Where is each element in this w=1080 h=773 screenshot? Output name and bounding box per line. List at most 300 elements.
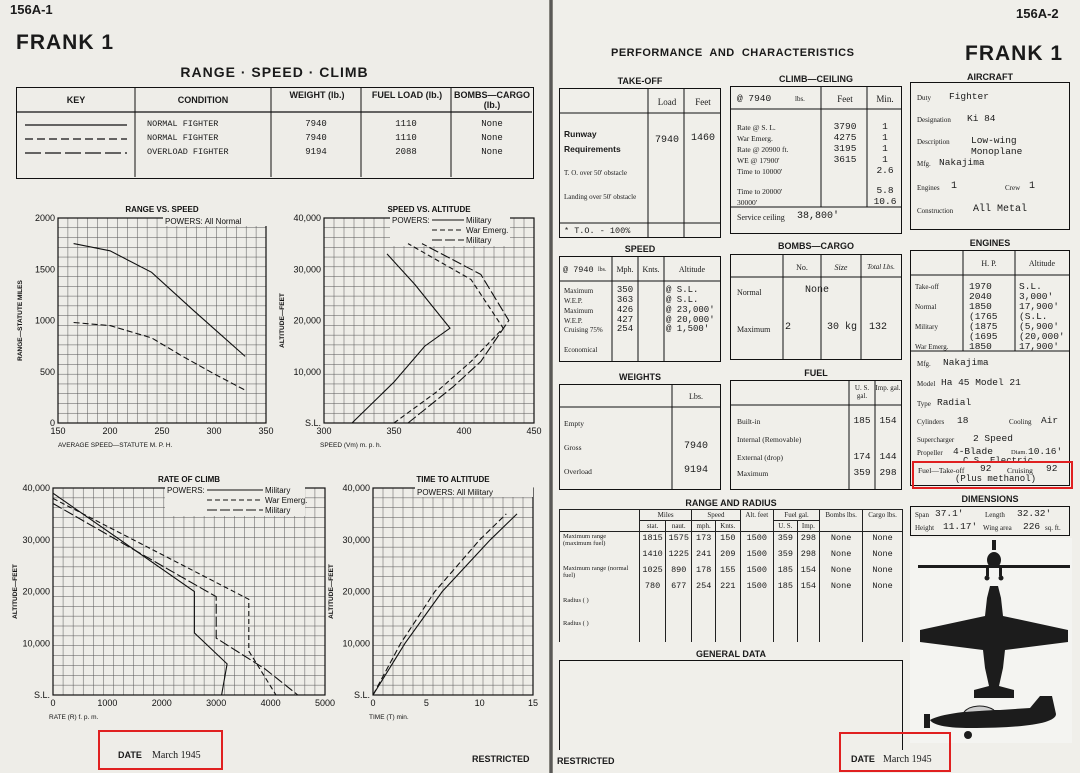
range-cell-us: 359 <box>774 532 798 549</box>
engine-row-label: Normal <box>915 303 937 311</box>
range-row-label <box>560 548 640 564</box>
engine-row-alt: 17,900' <box>1019 341 1059 351</box>
propeller-label: Propeller <box>917 449 943 457</box>
fuel-row-label: Built-in <box>737 417 761 426</box>
key-bombs: None <box>481 147 503 157</box>
fuel-row-us: 174 <box>853 451 871 462</box>
aircraft-row-label: Description <box>917 138 950 146</box>
date-value: March 1945 <box>883 754 932 765</box>
x-axis-label: TIME (T) min. <box>369 714 409 721</box>
series-line-1 <box>53 493 227 695</box>
speed-row-mph: 427 <box>616 315 634 325</box>
range-sub-header: U. S. <box>774 521 798 532</box>
date-highlight <box>839 732 951 772</box>
x-tick-label: 400 <box>456 426 472 436</box>
range-cell-alt: 1500 <box>740 580 773 596</box>
ceiling-value: 38,800' <box>797 211 840 222</box>
weights-title: WEIGHTS <box>619 372 661 382</box>
climb-row-feet: 4275 <box>833 132 857 143</box>
x-tick-label: 450 <box>526 426 542 436</box>
fuel-takeoff-value: 92 <box>980 463 992 474</box>
chart-grid <box>58 218 266 423</box>
x-tick-label: 10 <box>474 698 485 708</box>
engine-row-hp: 1850 <box>969 301 992 311</box>
range-cell-bombs: None <box>820 532 863 549</box>
range-cell-mph: 254 <box>692 580 716 596</box>
takeoff-box <box>559 88 721 238</box>
aircraft-row-value: Nakajima <box>939 157 985 168</box>
range-cell-knts: 221 <box>716 580 741 596</box>
series-line-1 <box>352 254 450 423</box>
key-weight: 7940 <box>305 133 327 143</box>
range-cell-cargo: None <box>863 532 903 549</box>
weight-row-value: 9194 <box>683 465 708 476</box>
range-cell-alt <box>740 619 773 642</box>
y-tick-label: 10,000 <box>293 366 321 377</box>
page-title: RANGE · SPEED · CLIMB <box>180 64 369 80</box>
engine-detail-label: Type <box>917 400 931 408</box>
range-row-label <box>560 580 640 596</box>
engine-detail-value: Nakajima <box>943 357 989 368</box>
range-cell-bombs <box>820 596 863 619</box>
speed-row-label: Maximum <box>564 287 594 295</box>
y-axis-label: ALTITUDE—FEET <box>12 564 19 619</box>
climb-feet-header: Feet <box>837 94 853 104</box>
x-tick-label: 5 <box>423 698 429 708</box>
legend-entry: Military <box>265 486 291 495</box>
range-speed-header: Speed <box>692 510 740 521</box>
range-cell-imp <box>797 596 819 619</box>
range-cell-us: 185 <box>774 580 798 596</box>
engine-row-alt: (5,900' <box>1019 321 1059 331</box>
general-data-title: GENERAL DATA <box>695 649 766 659</box>
speed-row-alt: @ 23,000' <box>666 305 715 315</box>
fuel-row-us: 185 <box>853 415 871 426</box>
fuel-title: FUEL <box>804 368 828 378</box>
climb-row-min: 1 <box>882 121 888 132</box>
range-cell-alt: 1500 <box>740 548 773 564</box>
bombs-max-label: Maximum <box>737 325 771 334</box>
climb-row-min: 10.6 <box>873 196 897 207</box>
key-weight: 7940 <box>305 119 327 129</box>
climb-box <box>730 86 902 234</box>
range-cell-bombs <box>820 619 863 642</box>
weight-row-label: Gross <box>564 443 582 452</box>
y-tick-label: 1000 <box>34 315 55 326</box>
y-tick-label: 40,000 <box>22 483 50 493</box>
table-row <box>560 619 903 642</box>
page-header: PERFORMANCE AND CHARACTERISTICS <box>611 47 855 59</box>
climb-title: CLIMB—CEILING <box>779 74 853 84</box>
table-row <box>560 532 903 549</box>
y-tick-label: 20,000 <box>293 315 321 326</box>
takeoff-note: * T.O. - 100% <box>564 226 631 236</box>
series-line-2 <box>394 244 503 423</box>
prop-make: C.S. Electric <box>963 456 1034 462</box>
date-label: DATE <box>118 750 142 760</box>
range-cell-stat <box>640 619 666 642</box>
range-cell-imp: 298 <box>797 532 819 549</box>
speed-row-mph: 254 <box>616 324 634 334</box>
range-cell-mph <box>692 596 716 619</box>
range-cell-knts: 209 <box>716 548 741 564</box>
y-tick-label: 1500 <box>34 264 55 275</box>
construction-label: Construction <box>917 207 954 215</box>
range-cell-knts <box>716 596 741 619</box>
engine-row-hp: 1970 <box>969 281 992 291</box>
climb-row-label: Time to 20000' <box>737 187 783 196</box>
y-tick-label: 30,000 <box>293 264 321 275</box>
range-cell-stat <box>640 596 666 619</box>
span-value: 37.1' <box>935 508 964 519</box>
engine-detail-value: 2 Speed <box>973 433 1013 444</box>
x-tick-label: 3000 <box>206 698 227 708</box>
aircraft-name: FRANK 1 <box>16 31 115 54</box>
climb-row-label: Rate @ 20900 ft. <box>737 145 789 154</box>
climb-row-feet: 3195 <box>833 143 857 154</box>
engine-detail-label: Supercharger <box>917 436 955 444</box>
range-miles-header: Miles <box>640 510 692 521</box>
speed-row-mph: 350 <box>616 285 634 295</box>
bombs-normal-label: Normal <box>737 288 762 297</box>
range-cell-knts: 155 <box>716 564 741 580</box>
range-table <box>559 509 903 642</box>
key-weight: 9194 <box>305 147 327 157</box>
speed-row-alt: @ 1,500' <box>666 324 710 334</box>
range-cell-us: 185 <box>774 564 798 580</box>
fuel-load-header: FUEL LOAD (lb.) <box>371 90 443 100</box>
dimensions-title: DIMENSIONS <box>961 494 1019 504</box>
y-tick-label: S.L. <box>304 418 321 428</box>
key-fuel: 2088 <box>395 147 417 157</box>
construction-value: All Metal <box>973 204 1028 215</box>
range-row-label: Maximum range (maximum fuel) <box>560 532 640 549</box>
charts-area <box>0 195 549 735</box>
speed-row-alt: @ S.L. <box>666 285 699 295</box>
speed-title: SPEED <box>624 244 656 254</box>
speed-row-alt: @ S.L. <box>666 295 699 305</box>
fuel-row-imp: 298 <box>879 467 897 478</box>
dimensions-box <box>910 506 1070 536</box>
legend-entry: Military <box>265 506 291 515</box>
range-cell-imp: 154 <box>797 580 819 596</box>
cooling-value: Air <box>1041 415 1059 426</box>
bombs-max-no: 2 <box>785 322 792 333</box>
length-label: Length <box>985 511 1005 519</box>
fuel-cruising-value: 92 <box>1046 463 1058 474</box>
bombs-max-size: 30 kg <box>827 322 858 333</box>
bombs-max-total: 132 <box>869 322 888 333</box>
engine-detail-value: Radial <box>937 397 972 408</box>
takeoff-feet: 1460 <box>690 133 715 144</box>
range-cargo-header: Cargo lbs. <box>863 510 903 532</box>
legend-entry: War Emerg. <box>466 226 509 235</box>
x-tick-label: 1000 <box>97 698 118 708</box>
x-tick-label: 350 <box>386 426 402 436</box>
speed-lbs: lbs. <box>598 267 607 273</box>
key-header: KEY <box>66 95 86 105</box>
range-fuel-header: Fuel gal. <box>774 510 820 521</box>
range-cell-knts: 150 <box>716 532 741 549</box>
key-fuel: 1110 <box>395 119 417 129</box>
range-cell-bombs: None <box>820 580 863 596</box>
key-bombs: None <box>481 133 503 143</box>
speed-row-label: W.E.P. <box>564 317 583 325</box>
engines-title: ENGINES <box>969 238 1011 248</box>
range-cell-mph: 178 <box>692 564 716 580</box>
engine-row-label: Take-off <box>915 283 939 291</box>
key-condition: NORMAL FIGHTER <box>147 133 219 143</box>
x-tick-label: 4000 <box>260 698 281 708</box>
engine-row-alt: 3,000' <box>1019 291 1054 301</box>
y-tick-label: 30,000 <box>22 534 50 545</box>
range-row-label: Radius ( ) <box>560 619 640 642</box>
speed-weight: @ 7940 <box>563 265 594 275</box>
range-row-label: Maximum range (normal fuel) <box>560 564 640 580</box>
climb-row-label: Rate @ S. L. <box>737 123 776 132</box>
range-cell-mph: 241 <box>692 548 716 564</box>
climb-row-label: 30000' <box>737 198 758 207</box>
engine-detail-value: Ha 45 Model 21 <box>941 377 1021 388</box>
y-tick-label: 10,000 <box>22 638 50 649</box>
height-label: Height <box>915 524 935 532</box>
range-sub-header: mph. <box>692 521 716 532</box>
bombs-box <box>730 254 902 360</box>
range-cell-alt <box>740 596 773 619</box>
x-tick-label: 0 <box>370 698 376 708</box>
y-tick-label: 20,000 <box>342 586 370 597</box>
range-cell-stat: 1815 <box>640 532 666 549</box>
cooling-label: Cooling <box>1009 418 1032 426</box>
range-cell-alt: 1500 <box>740 564 773 580</box>
range-cell-cargo: None <box>863 548 903 564</box>
y-tick-label: S.L. <box>33 690 50 700</box>
speed-row-label: W.E.P. <box>564 297 583 305</box>
engines-alt-header: Altitude <box>1028 259 1056 268</box>
engine-detail-label: Mfg. <box>917 360 931 368</box>
climb-row-min: 2.6 <box>876 165 894 176</box>
diam-value: 10.16' <box>1028 446 1063 457</box>
x-axis-label: RATE (R) f. p. m. <box>49 714 99 721</box>
height-value: 11.17' <box>943 521 978 532</box>
speed-knts-header: Knts. <box>642 265 660 274</box>
bombs-cargo-header: BOMBS—CARGO (lb.) <box>454 90 530 110</box>
chart-grid <box>324 218 534 423</box>
length-value: 32.32' <box>1017 508 1052 519</box>
key-condition: OVERLOAD FIGHTER <box>147 147 229 157</box>
speed-row-mph: 363 <box>616 295 634 305</box>
y-tick-label: 2000 <box>34 213 55 223</box>
legend-entry: POWERS: All Normal <box>165 217 242 226</box>
key-condition: NORMAL FIGHTER <box>147 119 219 129</box>
bombs-size-header: Size <box>834 263 848 272</box>
wing-area-value: 226 <box>1023 521 1041 532</box>
key-bombs: None <box>481 119 503 129</box>
x-tick-label: 300 <box>206 426 222 436</box>
ceiling-label: Service ceiling <box>737 213 785 222</box>
date-value: March 1945 <box>152 750 201 761</box>
fuel-row-us: 359 <box>853 467 871 478</box>
aircraft-name: FRANK 1 <box>965 42 1064 65</box>
propeller-value: 4-Blade <box>953 446 993 457</box>
y-tick-label: 20,000 <box>22 586 50 597</box>
range-cell-naut: 1225 <box>666 548 692 564</box>
economical-label: Economical <box>564 346 598 354</box>
range-sub-header: stat. <box>640 521 666 532</box>
key-table <box>16 87 534 179</box>
series-line-3 <box>408 244 509 423</box>
y-axis-label: ALTITUDE—FEET <box>328 564 335 619</box>
range-cell-us <box>774 596 798 619</box>
takeoff-feet-header: Feet <box>695 97 711 107</box>
range-cell-naut: 677 <box>666 580 692 596</box>
engines-value: 1 <box>951 181 958 192</box>
wing-area-label: Wing area <box>983 524 1012 532</box>
x-tick-label: 15 <box>527 698 539 708</box>
engine-detail-value: 18 <box>957 415 969 426</box>
aircraft-row-value: Fighter <box>949 91 989 102</box>
climb-row-label: Time to 10000' <box>737 167 783 176</box>
speed-row-mph: 426 <box>616 305 634 315</box>
legend-entry: POWERS: <box>167 486 205 495</box>
climb-row-label: WE @ 17900' <box>737 156 780 165</box>
to-over-obstacle: T. O. over 50' obstacle <box>564 169 627 177</box>
y-tick-label: S.L. <box>353 690 370 700</box>
range-cell-mph: 173 <box>692 532 716 549</box>
chart-frame <box>324 218 534 423</box>
y-tick-label: 30,000 <box>342 534 370 545</box>
range-cell-cargo <box>863 596 903 619</box>
range-sub-header: Knts. <box>716 521 741 532</box>
wing-area-unit: sq. ft. <box>1045 524 1061 532</box>
chart-title: RANGE VS. SPEED <box>125 205 199 214</box>
fuel-row-label: Internal (Removable) <box>737 435 802 444</box>
runway-label: Runway Requirements <box>564 129 621 154</box>
x-tick-label: 2000 <box>151 698 172 708</box>
span-label: Span <box>915 511 929 519</box>
weights-lbs-header: Lbs. <box>689 392 703 401</box>
y-tick-label: 10,000 <box>342 638 370 649</box>
bombs-normal-value: None <box>805 285 830 296</box>
crew-value: 1 <box>1029 181 1036 192</box>
engine-row-alt: (20,000' <box>1019 331 1065 341</box>
range-sub-header: Imp. <box>797 521 819 532</box>
range-cell-imp: 298 <box>797 548 819 564</box>
weights-box <box>559 384 721 490</box>
range-label-header <box>560 510 640 532</box>
fuel-row-label: Maximum <box>737 469 769 478</box>
range-cell-imp <box>797 619 819 642</box>
fuel-imp-header: Imp. gal. <box>875 384 901 392</box>
y-axis-label: ALTITUDE—FEET <box>279 293 286 348</box>
table-row <box>560 580 903 596</box>
series-line-1 <box>373 514 517 695</box>
legend-entry: Military <box>466 236 492 245</box>
range-cell-us: 359 <box>774 548 798 564</box>
x-tick-label: 350 <box>258 426 274 436</box>
x-tick-label: 5000 <box>314 698 336 708</box>
engine-row-label: War Emerg. <box>915 343 949 351</box>
table-row <box>560 548 903 564</box>
y-axis-label: RANGE—STATUTE MILES <box>17 280 24 361</box>
x-axis-label: AVERAGE SPEED—STATUTE M. P. H. <box>58 442 173 449</box>
fuel-row-imp: 144 <box>879 451 897 462</box>
climb-row-label: War Emerg. <box>737 134 773 143</box>
bombs-no-header: No. <box>796 263 808 272</box>
aircraft-row-value: Ki 84 <box>967 113 996 124</box>
chart-title: TIME TO ALTITUDE <box>416 475 490 484</box>
legend-entry: POWERS: All Military <box>417 488 494 497</box>
legend-entry: War Emerg. <box>265 496 308 505</box>
chart-title: SPEED VS. ALTITUDE <box>387 205 471 214</box>
landing-over-obstacle: Landing over 50' obstacle <box>564 193 637 201</box>
range-cell-imp: 154 <box>797 564 819 580</box>
series-line-2 <box>74 323 246 391</box>
range-cell-alt: 1500 <box>740 532 773 549</box>
series-line-1 <box>74 244 246 357</box>
fuel-takeoff-label: Fuel—Take-off <box>918 466 965 475</box>
takeoff-load: 7940 <box>654 135 679 146</box>
engine-detail-label: Cylinders <box>917 418 945 426</box>
chart-title: RATE OF CLIMB <box>157 475 221 484</box>
engine-row-alt: S.L. <box>1019 281 1042 291</box>
chart-grid <box>373 488 533 695</box>
takeoff-title: TAKE-OFF <box>617 76 663 86</box>
speed-box <box>559 256 721 362</box>
range-sub-header: naut. <box>666 521 692 532</box>
aircraft-row-label: Duty <box>917 94 931 102</box>
restricted-label: RESTRICTED <box>472 754 530 764</box>
weight-row-value: 7940 <box>683 441 708 452</box>
speed-mph-header: Mph. <box>616 265 634 274</box>
climb-row-min: 5.8 <box>876 185 894 196</box>
legend-entry: POWERS: <box>392 216 430 225</box>
range-cell-stat: 780 <box>640 580 666 596</box>
range-alt-header: Alt. feet <box>740 510 773 532</box>
table-row <box>560 596 903 619</box>
x-tick-label: 300 <box>316 426 332 436</box>
aircraft-box <box>910 82 1070 230</box>
condition-header: CONDITION <box>177 95 229 105</box>
weight-row-label: Overload <box>564 467 592 476</box>
series-line-3 <box>53 504 298 696</box>
range-bombs-header: Bombs lbs. <box>820 510 863 532</box>
fuel-cruising-label: Cruising <box>1007 466 1033 475</box>
weight-header: WEIGHT (lb.) <box>289 90 345 100</box>
climb-row-min: 1 <box>882 132 888 143</box>
page-id: 156A-2 <box>1016 6 1059 21</box>
aircraft-row-label: Designation <box>917 116 951 124</box>
engines-label: Engines <box>917 184 940 192</box>
climb-min-header: Min. <box>876 94 894 104</box>
diam-label: Diam. <box>1011 449 1028 456</box>
range-cell-naut: 890 <box>666 564 692 580</box>
takeoff-load-header: Load <box>657 97 677 107</box>
speed-row-alt: @ 20,000' <box>666 315 715 325</box>
page-id: 156A-1 <box>10 2 53 17</box>
engines-box <box>910 250 1070 486</box>
range-cell-naut: 1575 <box>666 532 692 549</box>
range-title: RANGE AND RADIUS <box>685 498 777 508</box>
speed-row-label: Cruising 75% <box>564 326 603 334</box>
y-tick-label: 0 <box>49 418 55 428</box>
engines-hp-header: H. P. <box>981 259 997 268</box>
engine-row-hp: 2040 <box>969 291 992 301</box>
range-cell-bombs: None <box>820 548 863 564</box>
engine-row-hp: 1850 <box>969 341 992 351</box>
fuel-note: (Plus methanol) <box>955 474 1037 484</box>
range-cell-stat: 1410 <box>640 548 666 564</box>
